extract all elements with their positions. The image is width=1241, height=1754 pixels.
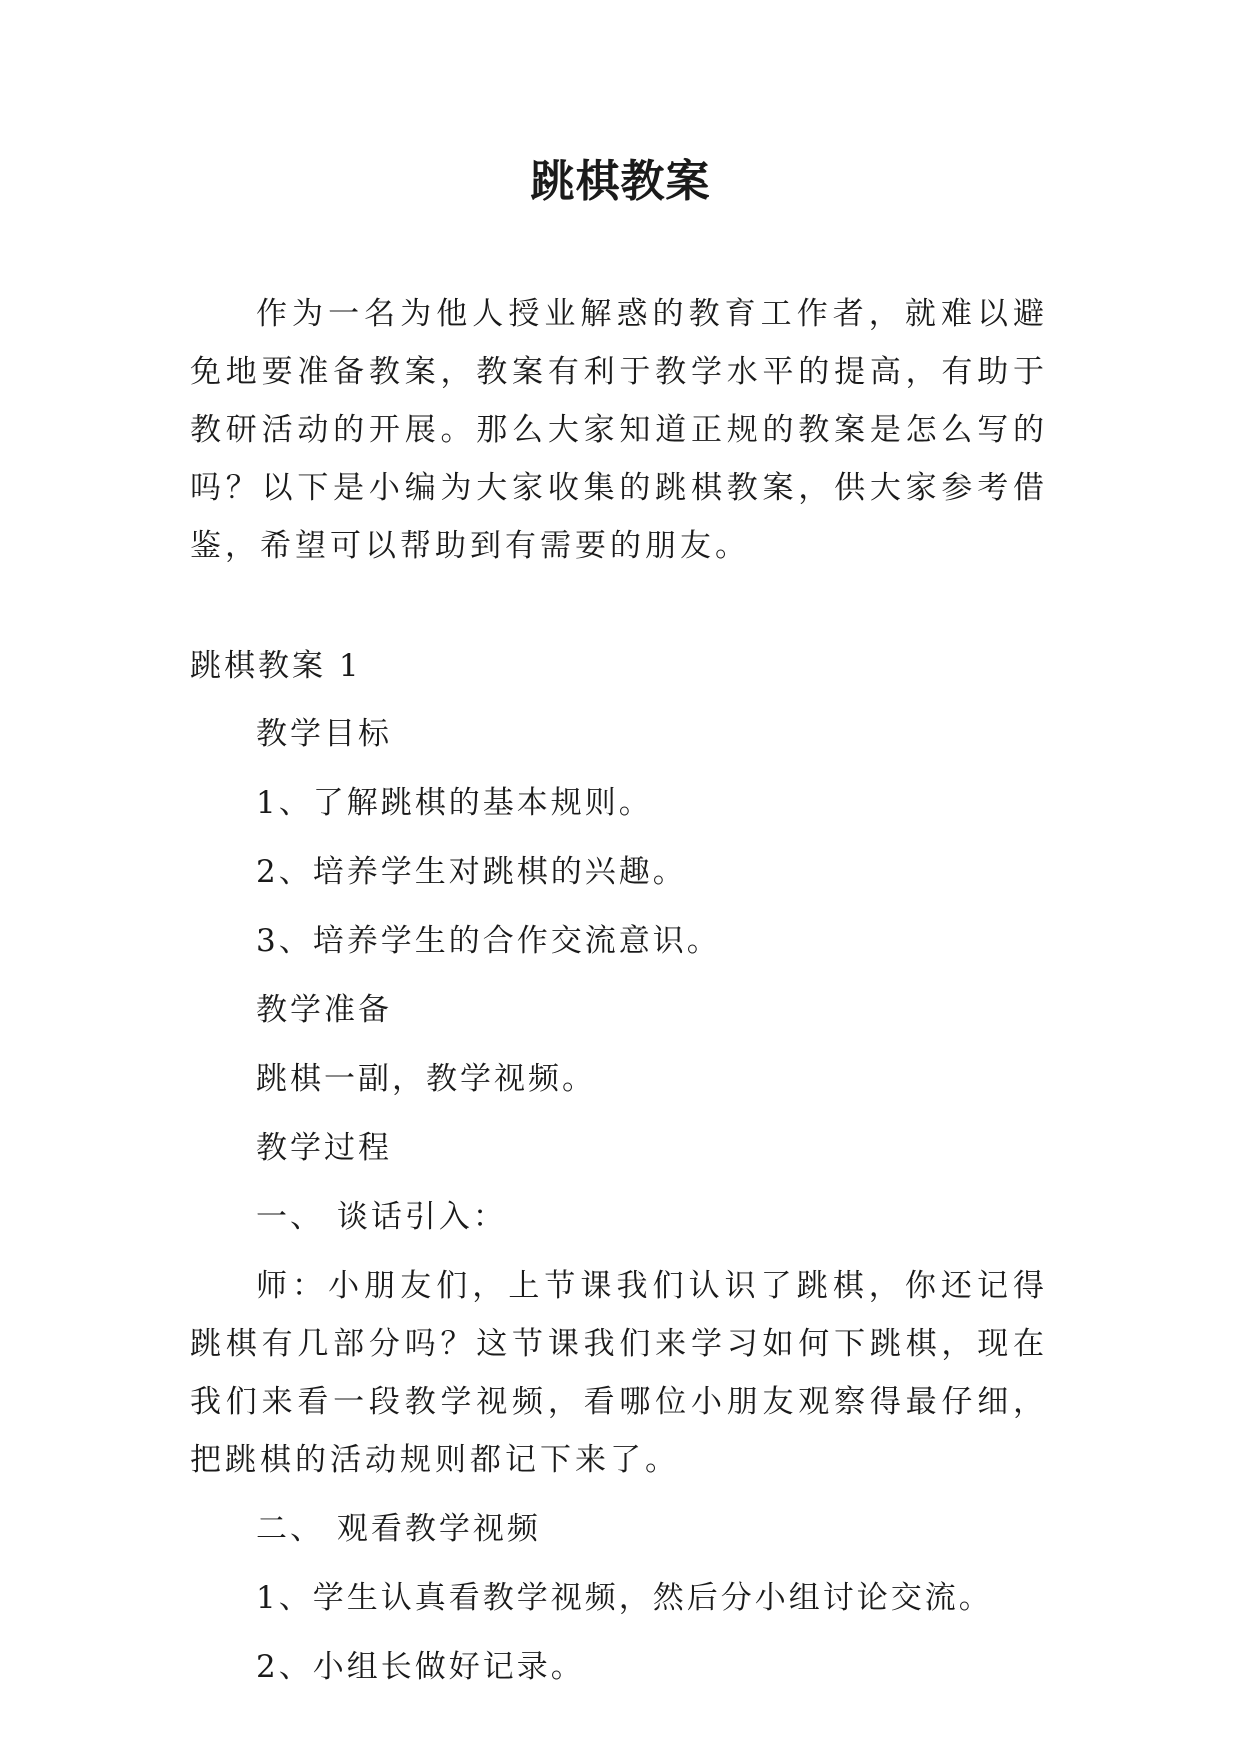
step-paragraph: 师：小朋友们，上节课我们认识了跳棋，你还记得跳棋有几部分吗？这节课我们来学习如何下跳棋，现在我们来看一段教学视频，看哪位小朋友观察得最仔细，把跳棋的活动规则都记下来了。 <box>190 1268 1048 1478</box>
step-item: 2、小组长做好记录。 <box>256 1649 585 1685</box>
goal-item: 1、了解跳棋的基本规则。 <box>256 785 653 821</box>
step-heading: 二、 观看教学视频 <box>256 1511 541 1547</box>
goal-item: 2、培养学生对跳棋的兴趣。 <box>256 854 687 890</box>
prep-text: 跳棋一副，教学视频。 <box>256 1061 596 1097</box>
section-1 <box>190 637 1048 1707</box>
document-title: 跳棋教案 <box>530 156 711 207</box>
step-heading: 一、 谈话引入： <box>256 1199 507 1235</box>
goal-item: 3、培养学生的合作交流意识。 <box>256 923 721 959</box>
process-label: 教学过程 <box>256 1130 392 1166</box>
section-heading: 跳棋教案 1 <box>190 648 362 684</box>
intro-paragraph: 作为一名为他人授业解惑的教育工作者，就难以避免地要准备教案，教案有利于教学水平的提高，有助于教研活动的开展。那么大家知道正规的教案是怎么写的吗？以下是小编为大家收集的跳棋教案，供大家参考借鉴，希望可以帮助到有需要的朋友。 <box>190 296 1048 564</box>
goals-label: 教学目标 <box>256 716 392 752</box>
step-item: 1、学生认真看教学视频，然后分小组讨论交流。 <box>256 1580 993 1616</box>
prep-label: 教学准备 <box>256 992 392 1028</box>
